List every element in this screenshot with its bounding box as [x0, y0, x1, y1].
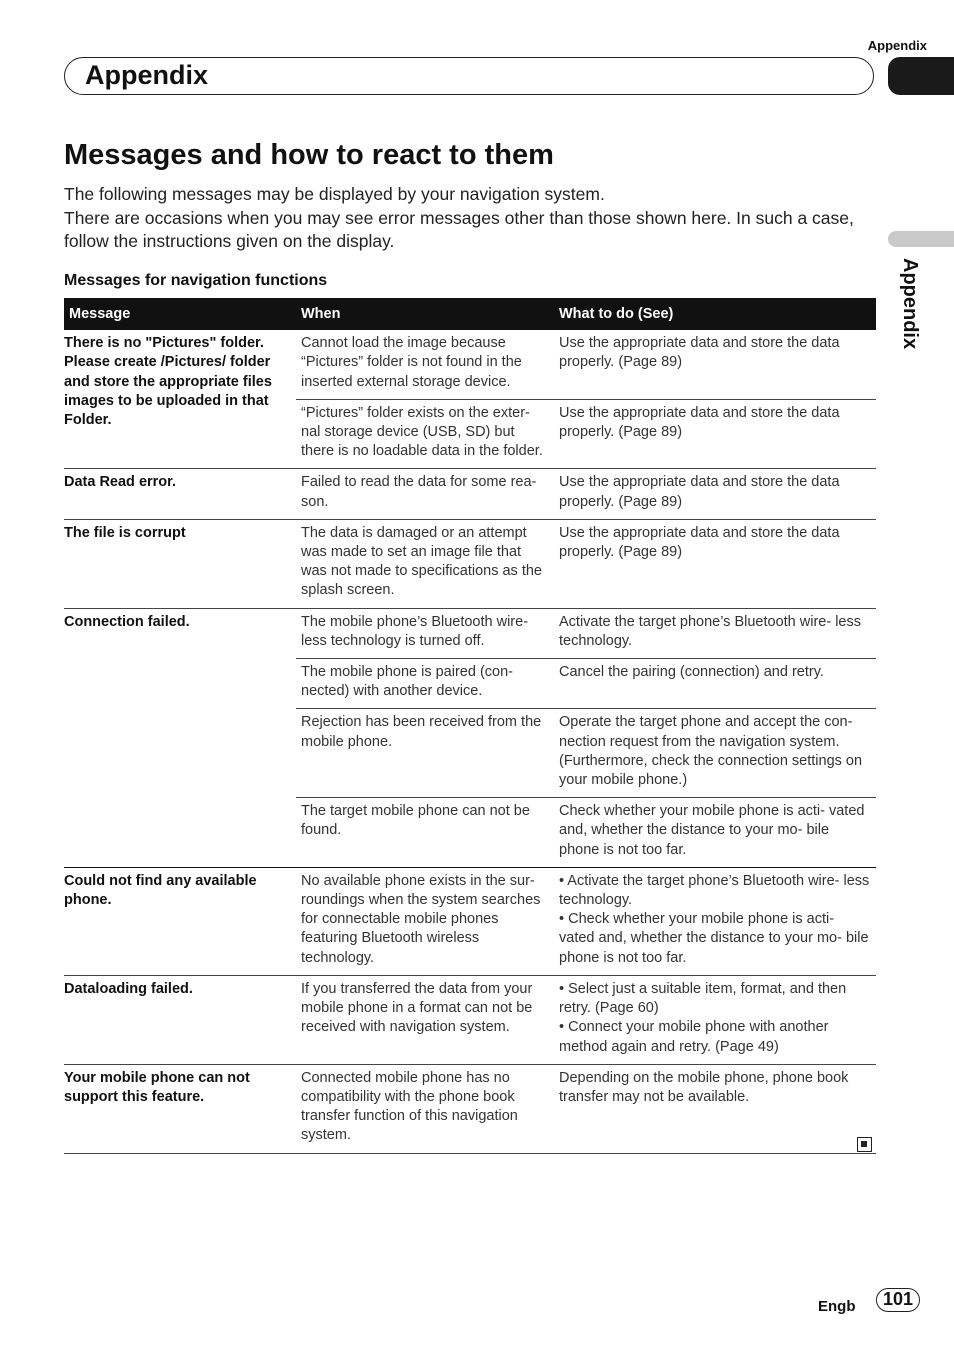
bullet-line: • Activate the target phone’s Bluetooth wire- less technology. — [559, 872, 870, 909]
when-cell: The target mobile phone can not be found. — [296, 798, 554, 868]
message-cell: Connection failed. — [64, 608, 296, 867]
table-row — [64, 469, 876, 519]
bullet-line: • Connect your mobile phone with another method again and retry. (Page 49) — [559, 1019, 829, 1055]
intro-text — [64, 183, 864, 254]
table-row — [64, 975, 876, 1064]
what-cell: Use the appropriate data and store the data properly. (Page 89) — [554, 399, 876, 469]
messages-table — [64, 298, 876, 1154]
table-row — [64, 330, 876, 399]
when-cell: The data is damaged or an attempt was made to set an image file that was not made to specifications as the splash screen. — [296, 519, 554, 608]
what-cell: Cancel the pairing (connection) and retry. — [554, 659, 876, 709]
message-cell: Could not find any available phone. — [64, 867, 296, 975]
when-cell: Failed to read the data for some rea- son. — [296, 469, 554, 519]
when-cell: Cannot load the image because “Pictures” folder is not found in the inserted external storage device. — [301, 335, 522, 390]
what-cell: Depending on the mobile phone, phone book transfer may not be available. — [554, 1064, 876, 1153]
message-cell: Your mobile phone can not support this feature. — [64, 1064, 296, 1153]
table-row — [64, 867, 876, 975]
when-cell: Connected mobile phone has no compatibility with the phone book transfer function of this navigation system. — [296, 1064, 554, 1153]
what-cell: Check whether your mobile phone is acti- vated and, whether the distance to your mo- bile phone is not too far. — [554, 798, 876, 868]
table-header-row — [64, 298, 876, 330]
what-cell: Use the appropriate data and store the data properly. (Page 89) — [559, 335, 840, 371]
section-title: Appendix — [85, 60, 209, 90]
what-cell: Use the appropriate data and store the data properly. (Page 89) — [554, 469, 876, 519]
bullet-line: • Check whether your mobile phone is acti- vated and, whether the distance to your mo- bile phone is not too far. — [559, 911, 869, 966]
side-tab-label: Appendix — [899, 258, 921, 350]
when-cell: If you transferred the data from your mobile phone in a format can not be received with navigation system. — [296, 975, 554, 1064]
section-tab-marker — [888, 57, 954, 95]
intro-paragraph: There are occasions when you may see error messages other than those shown here. In such a case, follow the instructions given on the display. — [64, 207, 854, 251]
running-head: Appendix — [867, 38, 927, 53]
what-cell — [554, 867, 876, 975]
table-subheading: Messages for navigation functions — [64, 272, 328, 289]
table-row — [64, 608, 876, 658]
column-header-message: Message — [64, 298, 296, 330]
what-cell — [554, 975, 876, 1064]
table-row — [64, 519, 876, 608]
side-tab-marker — [888, 231, 954, 247]
what-cell: Operate the target phone and accept the con- nection request from the navigation system. (Furthermore, check the connection settings on your mobile phone.) — [554, 709, 876, 798]
intro-paragraph: The following messages may be displayed by your navigation system. — [64, 184, 605, 204]
page-title: Messages and how to react to them — [64, 139, 554, 171]
when-cell: Rejection has been received from the mobile phone. — [296, 709, 554, 798]
column-header-when: When — [296, 298, 554, 330]
message-cell: Data Read error. — [64, 469, 296, 519]
footer-language: Engb — [818, 1298, 856, 1315]
message-cell: The file is corrupt — [64, 519, 296, 608]
end-of-section-icon — [857, 1137, 872, 1152]
column-header-what-to-do: What to do (See) — [554, 298, 876, 330]
message-cell: Dataloading failed. — [64, 975, 296, 1064]
what-cell: Use the appropriate data and store the data properly. (Page 89) — [554, 519, 876, 608]
when-cell: The mobile phone is paired (con- nected) with another device. — [296, 659, 554, 709]
message-cell: There is no "Pictures" folder. Please create /Pictures/ folder and store the appropriate files images to be uploaded in that Folder. — [64, 335, 272, 429]
bullet-line: • Select just a suitable item, format, and then retry. (Page 60) — [559, 980, 847, 1017]
when-cell: No available phone exists in the sur- roundings when the system searches for connectable mobile phones featuring Bluetooth wireless technology. — [296, 867, 554, 975]
when-cell: “Pictures” folder exists on the exter- nal storage device (USB, SD) but there is no loadable data in the folder. — [296, 399, 554, 469]
when-cell: The mobile phone’s Bluetooth wire- less technology is turned off. — [296, 608, 554, 658]
page-number: 101 — [876, 1288, 920, 1312]
section-header — [64, 57, 874, 95]
what-cell: Activate the target phone’s Bluetooth wire- less technology. — [554, 608, 876, 658]
table-row — [64, 1064, 876, 1153]
